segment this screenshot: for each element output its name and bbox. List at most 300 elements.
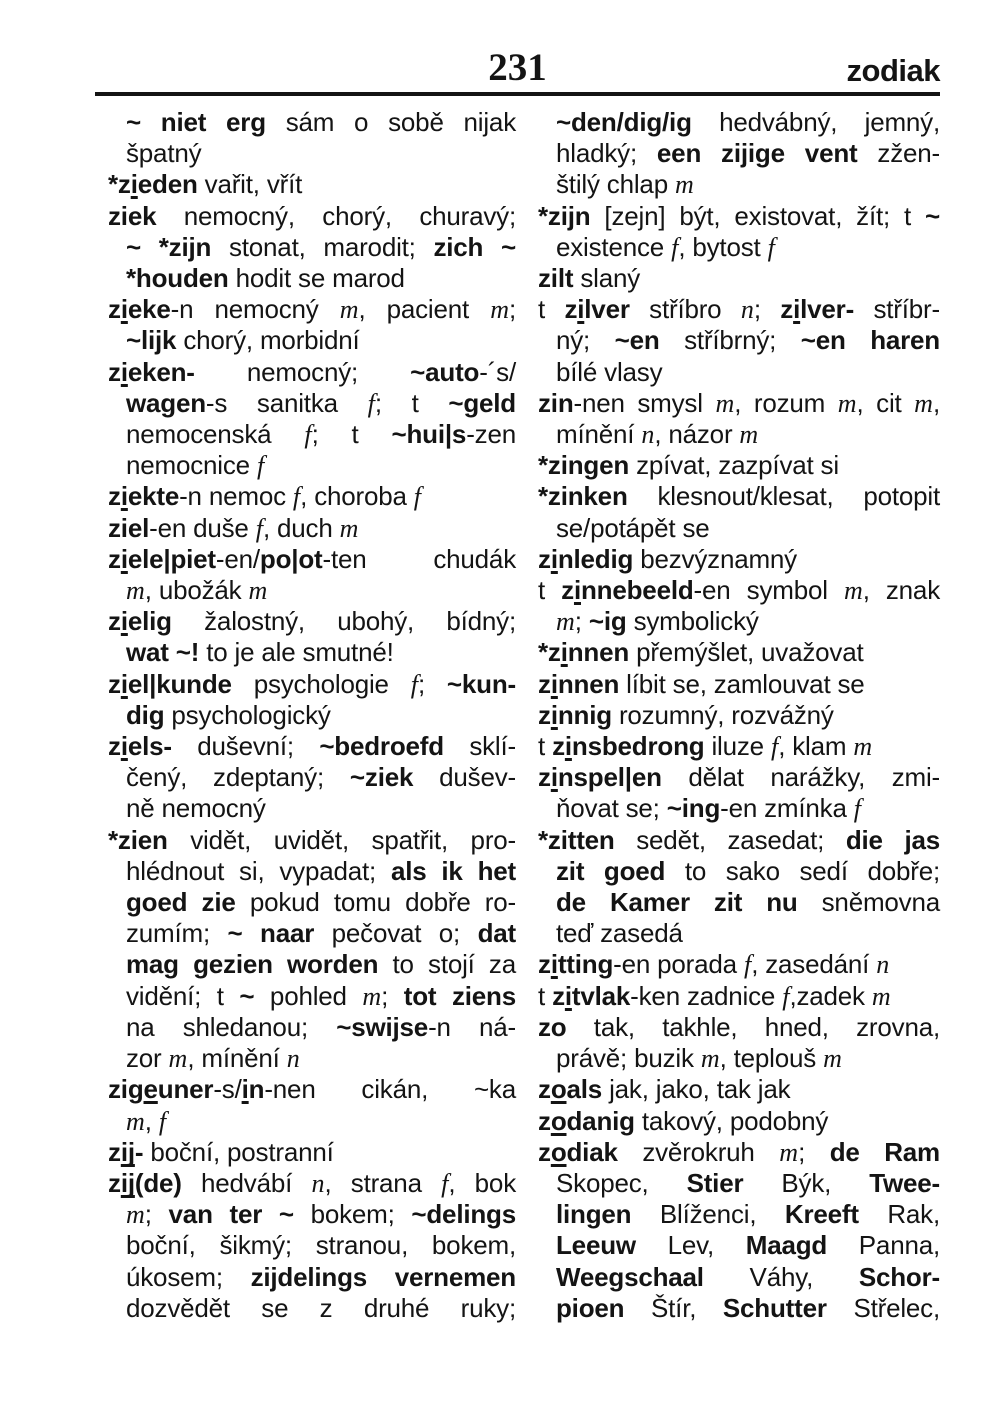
text-run: ~geld xyxy=(448,387,516,418)
dictionary-entry xyxy=(538,1074,940,1105)
text-run: klesnout/klesat, potopit xyxy=(627,481,940,512)
entry-line xyxy=(538,357,940,388)
text-run: se/potápět se xyxy=(556,512,710,543)
text-run: to sako sedí dobře; xyxy=(665,855,940,886)
text-run: ziek xyxy=(108,200,157,231)
entry-line xyxy=(538,388,940,419)
entry-line xyxy=(108,981,516,1012)
text-run: dušev- xyxy=(413,762,516,793)
entry-line xyxy=(108,325,516,356)
dictionary-entry xyxy=(538,700,940,731)
text-run: de Ram xyxy=(829,1136,940,1167)
text-run: f xyxy=(853,794,861,824)
text-run: danig xyxy=(566,1105,635,1136)
text-run: Blíženci, xyxy=(631,1199,785,1230)
text-run: , duch xyxy=(262,512,340,543)
text-run: i xyxy=(564,731,572,762)
text-run: i xyxy=(550,949,558,980)
text-run: f xyxy=(441,1168,449,1198)
text-run: po|ot xyxy=(259,543,323,574)
text-run: , teplouš xyxy=(719,1043,824,1074)
text-run: m xyxy=(490,295,509,325)
text-run: eden xyxy=(137,169,198,200)
text-run: -nen cikán, ~ka xyxy=(264,1074,516,1105)
text-run: i xyxy=(120,481,128,512)
text-run: ~hui|s xyxy=(391,419,467,450)
text-run: n xyxy=(286,1044,300,1074)
text-run: i xyxy=(120,606,128,637)
text-run: van ter ~ xyxy=(168,1199,294,1230)
dictionary-entry xyxy=(108,513,516,544)
entry-line xyxy=(108,357,516,388)
entry-line xyxy=(108,201,516,232)
text-run: stříbr- xyxy=(854,294,940,325)
entry-line xyxy=(108,450,516,481)
text-run: als ik het xyxy=(390,855,516,886)
text-run: z xyxy=(108,668,121,699)
text-run: *z xyxy=(538,637,561,668)
text-run: bezvýznamný xyxy=(633,543,797,574)
text-run: n xyxy=(876,950,890,980)
entry-line xyxy=(538,325,940,356)
text-run: m xyxy=(700,1044,720,1074)
text-run: z xyxy=(538,1105,551,1136)
header-rule xyxy=(95,92,940,96)
text-run: boční, postranní xyxy=(143,1136,334,1167)
text-run: o xyxy=(550,1105,567,1136)
dictionary-entry xyxy=(538,388,940,450)
text-run: ; xyxy=(574,606,589,637)
text-run: m xyxy=(339,295,359,325)
text-run: nledig xyxy=(557,543,634,574)
text-run: z xyxy=(108,731,121,762)
text-run: i xyxy=(241,1074,249,1105)
text-run: ziel xyxy=(108,512,150,543)
text-run: zor xyxy=(126,1043,169,1074)
text-run: z xyxy=(108,481,121,512)
text-run: líbit se, zamlouvat se xyxy=(619,668,865,699)
entry-line xyxy=(108,1043,516,1074)
text-run: hlédnout si, vypadat; xyxy=(126,855,391,886)
entry-line xyxy=(108,700,516,731)
text-run: , bok xyxy=(448,1167,516,1198)
dictionary-entry xyxy=(108,201,516,295)
text-run: ; xyxy=(417,668,447,699)
text-run: štilý chlap xyxy=(556,169,675,200)
text-run: Weegschaal xyxy=(556,1261,704,1292)
text-run: , názor xyxy=(654,419,740,450)
text-run: t xyxy=(538,980,553,1011)
entry-line xyxy=(538,731,940,762)
text-run: nspel|en xyxy=(557,762,662,793)
entry-line xyxy=(538,419,940,450)
entry-line xyxy=(538,887,940,918)
entry-line xyxy=(538,1106,940,1137)
text-run: i xyxy=(564,980,572,1011)
entry-line xyxy=(108,887,516,918)
text-run: sklí- xyxy=(443,731,516,762)
dictionary-entry xyxy=(538,1137,940,1324)
entry-line xyxy=(108,918,516,949)
entry-line xyxy=(108,513,516,544)
text-run: to je ale smutné! xyxy=(199,637,394,668)
text-run: mínění xyxy=(556,419,642,450)
entry-line xyxy=(538,263,940,294)
text-run: Maagd xyxy=(745,1230,828,1261)
entry-line xyxy=(108,575,516,606)
text-run: f xyxy=(413,482,422,512)
text-run: pioen xyxy=(556,1292,625,1323)
text-run: Leeuw xyxy=(556,1230,636,1261)
text-run: žalostný, ubohý, bídný; xyxy=(171,606,516,637)
text-run: čený, zdeptaný; xyxy=(126,762,350,793)
text-run: f xyxy=(304,420,312,450)
text-run: nemocnice xyxy=(126,450,257,481)
text-run: zin xyxy=(538,387,574,418)
text-run: takový, podobný xyxy=(634,1105,829,1136)
text-run: ný; xyxy=(556,325,615,356)
entry-line xyxy=(108,169,516,200)
text-run: ~ naar xyxy=(227,918,315,949)
entry-line xyxy=(538,918,940,949)
text-run: eke xyxy=(127,294,171,325)
text-run: Lev, xyxy=(635,1230,746,1261)
entry-line xyxy=(538,793,940,824)
entry-line xyxy=(538,825,940,856)
text-run: hladký; xyxy=(556,138,657,169)
text-run: f xyxy=(255,513,263,543)
text-run: nemocenská xyxy=(126,419,305,450)
text-run: zit goed xyxy=(556,855,666,886)
entry-line xyxy=(538,700,940,731)
text-run: goed zie xyxy=(126,887,236,918)
text-run: m xyxy=(715,388,735,418)
text-run: ~en haren xyxy=(800,325,940,356)
text-run: vidění; t xyxy=(126,980,240,1011)
text-run: f xyxy=(767,232,775,262)
dictionary-entry xyxy=(538,731,940,762)
text-run: , bytost xyxy=(678,231,768,262)
text-run: Štír, xyxy=(624,1292,723,1323)
text-run: f xyxy=(158,1106,167,1136)
text-run: ~ xyxy=(239,980,255,1011)
text-run: sněmovna xyxy=(797,887,940,918)
text-run: z xyxy=(561,575,574,606)
text-run: ; xyxy=(798,1136,830,1167)
text-run: i xyxy=(550,699,558,730)
text-run: Střelec, xyxy=(826,1292,940,1323)
text-run: tvlak xyxy=(571,980,631,1011)
entry-line xyxy=(108,1199,516,1230)
text-run: z xyxy=(538,1074,551,1105)
text-run: ; t xyxy=(374,387,449,418)
entry-line xyxy=(538,544,940,575)
text-run: zumím; xyxy=(126,918,228,949)
text-run: Váhy, xyxy=(703,1261,859,1292)
entry-line xyxy=(108,1262,516,1293)
text-run: m xyxy=(843,576,863,606)
text-run: de Kamer zit nu xyxy=(556,887,798,918)
entry-line xyxy=(538,637,940,668)
text-run: Schutter xyxy=(722,1292,827,1323)
entry-line xyxy=(108,481,516,512)
text-run: z xyxy=(538,699,551,730)
text-run: -nen smysl xyxy=(573,387,716,418)
text-run: jak, jako, tak jak xyxy=(602,1074,791,1105)
text-run: , ubožák xyxy=(144,575,249,606)
text-run: -en symbol xyxy=(693,575,844,606)
text-run: nsbedrong xyxy=(571,731,705,762)
text-run: ~lijk xyxy=(126,325,177,356)
text-run: elig xyxy=(127,606,172,637)
text-run: zilt xyxy=(538,263,574,294)
entry-line xyxy=(538,169,940,200)
entry-line xyxy=(108,1293,516,1324)
text-run: een zijige vent xyxy=(656,138,858,169)
entry-line xyxy=(108,107,516,138)
text-run: ~auto xyxy=(410,356,480,387)
text-run: m xyxy=(126,1106,145,1136)
text-run: m xyxy=(126,576,145,606)
text-run: n xyxy=(740,295,754,325)
text-run: f xyxy=(292,482,301,512)
dictionary-entry xyxy=(108,825,516,1075)
dictionary-entry xyxy=(108,481,516,512)
text-run: dat xyxy=(477,918,516,949)
text-run: , rozum xyxy=(734,387,838,418)
entry-line xyxy=(538,856,940,887)
text-run: lingen xyxy=(556,1199,632,1230)
text-run: -n ná- xyxy=(428,1011,516,1042)
text-run: chorý, morbidní xyxy=(176,325,360,356)
text-run: hedvábný, jemný, xyxy=(691,107,940,137)
text-run: sedět, zasedat; xyxy=(614,824,846,855)
text-run: stříbrný; xyxy=(659,325,801,356)
text-run: Schor- xyxy=(858,1261,940,1292)
text-run: Panna, xyxy=(827,1230,940,1261)
text-run: i xyxy=(793,294,801,325)
text-run: z xyxy=(780,294,794,325)
text-run: pokud tomu dobře ro- xyxy=(235,887,516,918)
text-run: -n nemocný xyxy=(170,294,340,325)
text-run: tot ziens xyxy=(403,980,516,1011)
text-run: ; xyxy=(144,1199,169,1230)
text-run: m xyxy=(837,388,857,418)
entry-line xyxy=(538,1293,940,1324)
text-run: -s/ xyxy=(213,1074,242,1105)
entry-line xyxy=(538,981,940,1012)
text-run: m xyxy=(914,388,933,418)
text-run: psychologie xyxy=(231,668,411,699)
text-run: f xyxy=(671,232,679,262)
dictionary-entry xyxy=(108,1137,516,1168)
text-run: m xyxy=(823,1044,842,1074)
text-run: nnen xyxy=(567,637,630,668)
text-run: m xyxy=(853,732,873,762)
text-run: i xyxy=(573,575,581,606)
entry-line xyxy=(538,762,940,793)
entry-line xyxy=(538,107,940,138)
text-run: t xyxy=(538,575,562,606)
text-run: zpívat, zazpívat si xyxy=(629,450,839,481)
text-run: tting xyxy=(557,949,614,980)
text-run: z xyxy=(108,294,121,325)
text-run: eken- xyxy=(127,356,195,387)
entry-line xyxy=(538,1043,940,1074)
text-run: boční, šikmý; stranou, bokem, xyxy=(126,1230,516,1261)
text-run: tak, takhle, hned, zrovna, xyxy=(566,1011,940,1042)
entry-line xyxy=(538,232,940,263)
entry-line xyxy=(538,1199,940,1230)
text-run: iluze xyxy=(704,731,771,762)
text-run: slaný xyxy=(573,263,641,294)
text-run: -s sanitka xyxy=(205,387,368,418)
dictionary-entry xyxy=(538,544,940,575)
text-run: Kreeft xyxy=(784,1199,859,1230)
text-run: als xyxy=(566,1074,603,1105)
text-run: *z xyxy=(108,169,131,200)
text-run: nemocný; xyxy=(194,356,411,387)
text-run: , xyxy=(932,387,940,418)
text-run: ~ing xyxy=(666,793,721,824)
text-run: Twee- xyxy=(869,1167,940,1198)
dictionary-entry xyxy=(538,575,940,637)
text-run: uner xyxy=(157,1074,214,1105)
text-run: z xyxy=(538,949,551,980)
text-run: ~bedroefd xyxy=(319,731,444,762)
text-run: , strana xyxy=(324,1167,442,1198)
text-run: [zejn] být, existovat, žít; t xyxy=(590,200,926,231)
text-run: ~ xyxy=(925,200,940,231)
text-run: lver- xyxy=(800,294,855,325)
text-run: diak xyxy=(566,1136,618,1167)
entry-line xyxy=(538,1168,940,1199)
text-run: z xyxy=(108,356,121,387)
text-run: , xyxy=(144,1105,159,1136)
text-run: rozumný, rozvážný xyxy=(611,699,834,730)
text-run: Býk, xyxy=(743,1167,870,1198)
text-run: i xyxy=(120,731,128,762)
dictionary-entry xyxy=(108,669,516,731)
text-run: wagen xyxy=(126,387,206,418)
entry-line xyxy=(538,1137,940,1168)
dictionary-entry xyxy=(108,294,516,356)
text-run: (de) xyxy=(134,1167,182,1198)
text-run: ,zadek xyxy=(789,980,872,1011)
entry-line xyxy=(108,1137,516,1168)
text-run: z xyxy=(564,294,578,325)
text-run: Skopec, xyxy=(556,1167,687,1198)
text-run: to stojí za xyxy=(378,949,516,980)
text-run: *houden xyxy=(126,263,229,294)
dictionary-entry xyxy=(108,1074,516,1136)
text-run: *zinken xyxy=(538,481,628,512)
text-run: ele|piet xyxy=(127,543,216,574)
text-run: -n nemoc xyxy=(179,481,293,512)
text-run: pohled xyxy=(254,980,363,1011)
entry-line xyxy=(538,1230,940,1261)
text-run: m xyxy=(168,1044,188,1074)
text-run: o xyxy=(550,1074,567,1105)
text-run: i xyxy=(550,762,558,793)
text-run: zvěrokruh xyxy=(617,1136,780,1167)
dictionary-entry xyxy=(538,450,940,481)
text-run: zžen- xyxy=(857,138,940,169)
text-run: mag gezien worden xyxy=(126,949,379,980)
entry-line xyxy=(108,669,516,700)
text-run: Stier xyxy=(686,1167,744,1198)
text-run: z xyxy=(108,606,121,637)
dictionary-entry xyxy=(538,481,940,543)
text-run: -en duše xyxy=(149,512,256,543)
column-right xyxy=(538,107,940,1324)
dictionary-entry xyxy=(538,1106,940,1137)
entry-line xyxy=(108,1230,516,1261)
text-run: z xyxy=(108,1136,121,1167)
text-run: ~kun- xyxy=(446,668,516,699)
text-run: vařit, vřít xyxy=(197,169,303,200)
text-run: i xyxy=(120,668,128,699)
text-run: -zen xyxy=(466,419,516,450)
entry-line xyxy=(538,949,940,980)
text-run: ij xyxy=(120,1136,135,1167)
text-run: Rak, xyxy=(858,1199,940,1230)
text-run: ; t xyxy=(311,419,392,450)
text-run: , mínění xyxy=(187,1043,287,1074)
text-run: m xyxy=(556,607,575,637)
text-run: f xyxy=(770,732,779,762)
dictionary-entry xyxy=(108,357,516,482)
text-run: n xyxy=(641,420,655,450)
entry-line xyxy=(108,637,516,668)
text-run: ňovat se; xyxy=(556,793,667,824)
entry-line xyxy=(538,669,940,700)
dictionary-entry xyxy=(538,825,940,950)
text-run: i xyxy=(577,294,585,325)
entry-line xyxy=(108,731,516,762)
entry-line xyxy=(538,575,940,606)
text-run: i xyxy=(560,637,568,668)
dictionary-entry xyxy=(538,294,940,388)
text-run: psychologický xyxy=(164,699,331,730)
text-run: els- xyxy=(127,731,172,762)
dictionary-entry xyxy=(538,949,940,980)
entry-line xyxy=(108,138,516,169)
text-run: , znak xyxy=(862,575,940,606)
text-run: - xyxy=(134,1136,144,1167)
dictionary-entry xyxy=(108,544,516,606)
text-run: m xyxy=(674,170,694,200)
text-run: *zijn xyxy=(538,200,591,231)
text-run: z xyxy=(552,980,565,1011)
text-run: n xyxy=(311,1168,325,1198)
text-run: f xyxy=(782,981,790,1011)
text-run: ~swijse xyxy=(336,1011,429,1042)
text-run: úkosem; xyxy=(126,1261,251,1292)
dictionary-entry xyxy=(538,263,940,294)
entry-line xyxy=(108,606,516,637)
text-run: el|kunde xyxy=(127,668,232,699)
text-run: -ken zadnice xyxy=(630,980,783,1011)
text-run: -´s/ xyxy=(479,356,516,387)
text-run: ~ziek xyxy=(349,762,414,793)
text-run: stříbro xyxy=(629,294,741,325)
text-run: i xyxy=(120,543,128,574)
entry-line xyxy=(108,419,516,450)
text-run: ně nemocný xyxy=(126,793,266,824)
text-run: pečovat o; xyxy=(314,918,478,949)
dictionary-entry xyxy=(538,981,940,1012)
